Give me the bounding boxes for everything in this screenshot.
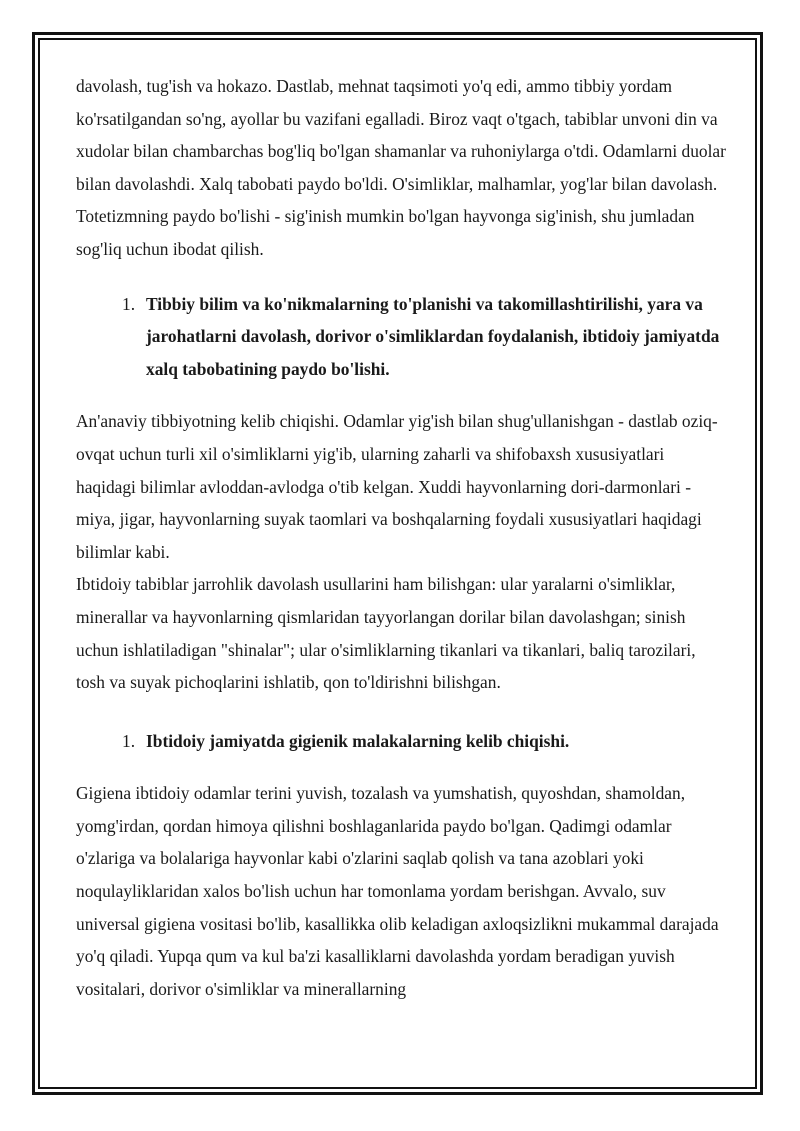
paragraph: An'anaviy tibbiyotning kelib chiqishi. Odamlar yig'ish bilan shug'ullanishgan - dastlab oziq-ovqat uchun turli xil o'simliklarni yig'ib, ularning zaharli va shifobaxsh xususiyatlari haqidagi bilimlar avloddan-avlodga o'tib kelgan. Xuddi hayvonlarning dori-darmonlari - miya, jigar, hayvonlarning suyak taomlari va boshqalarning foydali xususiyatlari haqidagi bilimlar kabi. [76,411,718,562]
paragraph: Ibtidoiy tabiblar jarrohlik davolash usullarini ham bilishgan: ular yaralarni o'simliklar, minerallar va hayvonlarning qismlaridan tayyorlangan dorilar bilan davolashgan; sinish uchun ishlatiladigan "shinalar"; ular o'simliklarning tikanlari va tikanlari, baliq tarozilari, tosh va suyak pichoqlarini ishlatib, qon to'ldirishni bilishgan. [76,574,696,693]
list-heading-text: Tibbiy bilim va ko'nikmalarning to'planishi va takomillashtirilishi, yara va jarohatlarni davolash, dorivor o'simliklardan foydalanish, ibtidoiy jamiyatda xalq tabobatining paydo bo'lishi. [146,293,720,379]
list-item-heading [76,725,726,758]
list-number: 1. [122,293,136,314]
paragraph: Gigiena ibtidoiy odamlar terini yuvish, tozalash va yumshatish, quyoshdan, shamoldan, yomg'irdan, qordan himoya qilishni boshlaganlarida paydo bo'lgan. Qadimgi odamlar o'zlariga va bolalariga hayvonlar kabi o'zlarini saqlab qolish va tana azoblari yoki noqulayliklaridan xalos bo'lish uchun har tomonlama yordam berishgan. Avvalo, suv universal gigiena vositasi bo'lib, kasallikka olib keladigan axloqsizlikni mukammal darajada yo'q qiladi. Yupqa qum va kul ba'zi kasalliklarni davolashda yordam beradigan yuvish vositalari, dorivor o'simliklar va minerallarning [76,783,719,999]
list-number: 1. [122,730,136,751]
list-heading-text: Ibtidoiy jamiyatda gigienik malakalarning kelib chiqishi. [146,730,570,751]
paragraph: davolash, tug'ish va hokazo. Dastlab, mehnat taqsimoti yo'q edi, ammo tibbiy yordam ko'rsatilgandan so'ng, ayollar bu vazifani egalladi. Biroz vaqt o'tgach, tabiblar unvoni din va xudolar bilan chambarchas bog'liq bo'lgan shamanlar va ruhoniylarga o'tdi. Odamlarni duolar bilan davolashdi. Xalq tabobati paydo bo'ldi. O'simliklar, malhamlar, yog'lar bilan davolash. Totetizmning paydo bo'lishi - sig'inish mumkin bo'lgan hayvonga sig'inish, shu jumladan sog'liq uchun ibodat qilish. [76,76,726,259]
document-body [76,70,726,1005]
list-item-heading [76,288,726,386]
